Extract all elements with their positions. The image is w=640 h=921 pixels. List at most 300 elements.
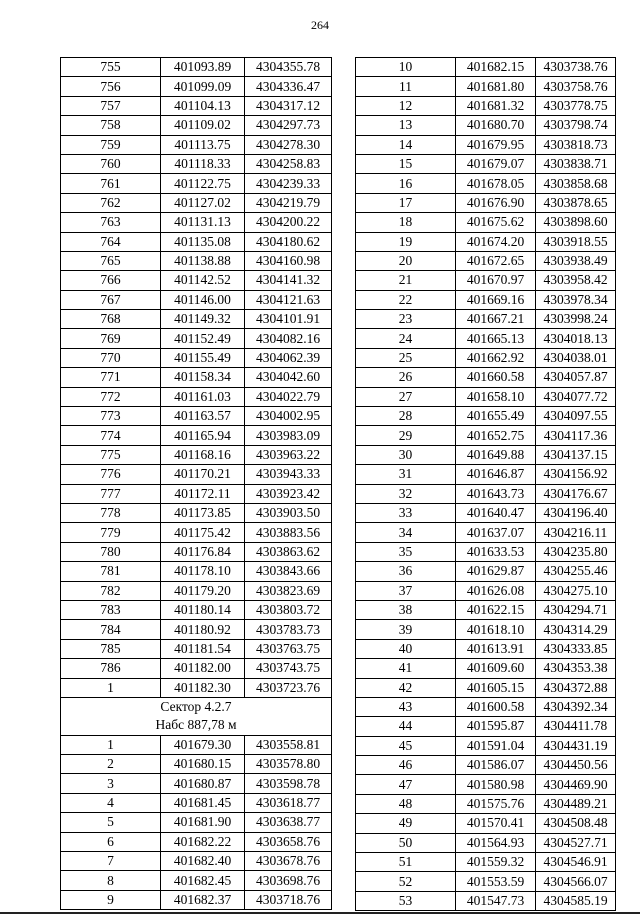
sector-caption-row [61, 697, 332, 735]
y-coordinate-cell: 4303678.76 [245, 852, 332, 871]
x-coordinate-cell: 401682.15 [456, 58, 536, 77]
table-row [61, 581, 332, 600]
point-number-cell: 763 [61, 213, 161, 232]
table-row [61, 793, 332, 812]
point-number-cell: 24 [356, 329, 456, 348]
point-number-cell: 25 [356, 348, 456, 367]
y-coordinate-cell: 4304353.38 [536, 659, 616, 678]
point-number-cell: 1 [61, 735, 161, 754]
x-coordinate-cell: 401580.98 [456, 775, 536, 794]
point-number-cell: 46 [356, 756, 456, 775]
table-row [356, 717, 616, 736]
y-coordinate-cell: 4304566.07 [536, 872, 616, 891]
point-number-cell: 13 [356, 116, 456, 135]
table-row [61, 659, 332, 678]
point-number-cell: 40 [356, 639, 456, 658]
point-number-cell: 35 [356, 542, 456, 561]
table-row [356, 872, 616, 891]
x-coordinate-cell: 401681.32 [456, 96, 536, 115]
y-coordinate-cell: 4303738.76 [536, 58, 616, 77]
y-coordinate-cell: 4304239.33 [245, 174, 332, 193]
table-row [356, 833, 616, 852]
table-row [356, 251, 616, 270]
left-coordinates-table [60, 57, 332, 910]
x-coordinate-cell: 401122.75 [161, 174, 245, 193]
table-row [356, 736, 616, 755]
y-coordinate-cell: 4304216.11 [536, 523, 616, 542]
table-row [356, 794, 616, 813]
point-number-cell: 759 [61, 135, 161, 154]
table-row [61, 755, 332, 774]
x-coordinate-cell: 401149.32 [161, 310, 245, 329]
table-row [61, 251, 332, 270]
point-number-cell: 48 [356, 794, 456, 813]
table-row [61, 116, 332, 135]
table-row [61, 213, 332, 232]
point-number-cell: 782 [61, 581, 161, 600]
y-coordinate-cell: 4303943.33 [245, 465, 332, 484]
table-row [61, 445, 332, 464]
x-coordinate-cell: 401142.52 [161, 271, 245, 290]
table-row [61, 562, 332, 581]
table-row [61, 852, 332, 871]
x-coordinate-cell: 401679.95 [456, 135, 536, 154]
x-coordinate-cell: 401109.02 [161, 116, 245, 135]
point-number-cell: 12 [356, 96, 456, 115]
y-coordinate-cell: 4303838.71 [536, 154, 616, 173]
table-row [356, 213, 616, 232]
point-number-cell: 760 [61, 154, 161, 173]
point-number-cell: 761 [61, 174, 161, 193]
x-coordinate-cell: 401675.62 [456, 213, 536, 232]
x-coordinate-cell: 401135.08 [161, 232, 245, 251]
y-coordinate-cell: 4304278.30 [245, 135, 332, 154]
x-coordinate-cell: 401640.47 [456, 503, 536, 522]
table-row [356, 853, 616, 872]
point-number-cell: 30 [356, 445, 456, 464]
x-coordinate-cell: 401682.22 [161, 832, 245, 851]
x-coordinate-cell: 401655.49 [456, 407, 536, 426]
x-coordinate-cell: 401178.10 [161, 562, 245, 581]
sector-caption [61, 697, 332, 735]
y-coordinate-cell: 4303998.24 [536, 310, 616, 329]
x-coordinate-cell: 401682.45 [161, 871, 245, 890]
table-row [356, 581, 616, 600]
x-coordinate-cell: 401667.21 [456, 310, 536, 329]
point-number-cell: 2 [61, 755, 161, 774]
x-coordinate-cell: 401682.37 [161, 890, 245, 909]
table-row [61, 484, 332, 503]
x-coordinate-cell: 401172.11 [161, 484, 245, 503]
x-coordinate-cell: 401680.70 [456, 116, 536, 135]
right-coordinates-table [355, 57, 616, 911]
point-number-cell: 31 [356, 465, 456, 484]
y-coordinate-cell: 4303618.77 [245, 793, 332, 812]
point-number-cell: 771 [61, 368, 161, 387]
x-coordinate-cell: 401099.09 [161, 77, 245, 96]
y-coordinate-cell: 4304294.71 [536, 600, 616, 619]
point-number-cell: 6 [61, 832, 161, 851]
x-coordinate-cell: 401138.88 [161, 251, 245, 270]
y-coordinate-cell: 4304022.79 [245, 387, 332, 406]
x-coordinate-cell: 401622.15 [456, 600, 536, 619]
x-coordinate-cell: 401643.73 [456, 484, 536, 503]
point-number-cell: 768 [61, 310, 161, 329]
table-row [61, 542, 332, 561]
y-coordinate-cell: 4304176.67 [536, 484, 616, 503]
x-coordinate-cell: 401660.58 [456, 368, 536, 387]
table-row [61, 154, 332, 173]
y-coordinate-cell: 4303883.56 [245, 523, 332, 542]
x-coordinate-cell: 401575.76 [456, 794, 536, 813]
point-number-cell: 39 [356, 620, 456, 639]
y-coordinate-cell: 4304258.83 [245, 154, 332, 173]
point-number-cell: 5 [61, 813, 161, 832]
y-coordinate-cell: 4304314.29 [536, 620, 616, 639]
table-row [356, 135, 616, 154]
x-coordinate-cell: 401173.85 [161, 503, 245, 522]
x-coordinate-cell: 401681.80 [456, 77, 536, 96]
point-number-cell: 41 [356, 659, 456, 678]
point-number-cell: 777 [61, 484, 161, 503]
table-row [356, 523, 616, 542]
table-row [61, 96, 332, 115]
sector-title: Сектор 4.2.7 [160, 699, 232, 715]
y-coordinate-cell: 4303918.55 [536, 232, 616, 251]
table-row [61, 310, 332, 329]
table-row [356, 271, 616, 290]
point-number-cell: 769 [61, 329, 161, 348]
table-row [61, 890, 332, 909]
x-coordinate-cell: 401658.10 [456, 387, 536, 406]
point-number-cell: 4 [61, 793, 161, 812]
table-row [61, 77, 332, 96]
table-row [61, 368, 332, 387]
table-row [61, 348, 332, 367]
x-coordinate-cell: 401633.53 [456, 542, 536, 561]
x-coordinate-cell: 401662.92 [456, 348, 536, 367]
point-number-cell: 44 [356, 717, 456, 736]
x-coordinate-cell: 401180.14 [161, 600, 245, 619]
point-number-cell: 766 [61, 271, 161, 290]
y-coordinate-cell: 4304062.39 [245, 348, 332, 367]
table-row [356, 174, 616, 193]
x-coordinate-cell: 401674.20 [456, 232, 536, 251]
point-number-cell: 781 [61, 562, 161, 581]
y-coordinate-cell: 4303598.78 [245, 774, 332, 793]
table-row [356, 697, 616, 716]
x-coordinate-cell: 401118.33 [161, 154, 245, 173]
y-coordinate-cell: 4304450.56 [536, 756, 616, 775]
y-coordinate-cell: 4304469.90 [536, 775, 616, 794]
y-coordinate-cell: 4304372.88 [536, 678, 616, 697]
x-coordinate-cell: 401182.00 [161, 659, 245, 678]
point-number-cell: 37 [356, 581, 456, 600]
point-number-cell: 50 [356, 833, 456, 852]
y-coordinate-cell: 4303923.42 [245, 484, 332, 503]
y-coordinate-cell: 4303698.76 [245, 871, 332, 890]
x-coordinate-cell: 401181.54 [161, 639, 245, 658]
y-coordinate-cell: 4303938.49 [536, 251, 616, 270]
x-coordinate-cell: 401669.16 [456, 290, 536, 309]
point-number-cell: 19 [356, 232, 456, 251]
y-coordinate-cell: 4304156.92 [536, 465, 616, 484]
table-row [356, 503, 616, 522]
table-row [356, 445, 616, 464]
x-coordinate-cell: 401637.07 [456, 523, 536, 542]
y-coordinate-cell: 4303903.50 [245, 503, 332, 522]
y-coordinate-cell: 4304160.98 [245, 251, 332, 270]
x-coordinate-cell: 401652.75 [456, 426, 536, 445]
point-number-cell: 32 [356, 484, 456, 503]
y-coordinate-cell: 4304200.22 [245, 213, 332, 232]
point-number-cell: 36 [356, 562, 456, 581]
table-row [61, 523, 332, 542]
x-coordinate-cell: 401646.87 [456, 465, 536, 484]
x-coordinate-cell: 401586.07 [456, 756, 536, 775]
table-row [356, 891, 616, 910]
point-number-cell: 786 [61, 659, 161, 678]
y-coordinate-cell: 4303778.75 [536, 96, 616, 115]
x-coordinate-cell: 401665.13 [456, 329, 536, 348]
x-coordinate-cell: 401176.84 [161, 542, 245, 561]
x-coordinate-cell: 401179.20 [161, 581, 245, 600]
point-number-cell: 16 [356, 174, 456, 193]
x-coordinate-cell: 401670.97 [456, 271, 536, 290]
y-coordinate-cell: 4304082.16 [245, 329, 332, 348]
x-coordinate-cell: 401679.30 [161, 735, 245, 754]
table-row [356, 484, 616, 503]
x-coordinate-cell: 401680.15 [161, 755, 245, 774]
table-row [356, 154, 616, 173]
x-coordinate-cell: 401672.65 [456, 251, 536, 270]
table-row [61, 329, 332, 348]
y-coordinate-cell: 4303843.66 [245, 562, 332, 581]
x-coordinate-cell: 401547.73 [456, 891, 536, 910]
y-coordinate-cell: 4304235.80 [536, 542, 616, 561]
table-row [61, 407, 332, 426]
table-row [356, 407, 616, 426]
y-coordinate-cell: 4303878.65 [536, 193, 616, 212]
y-coordinate-cell: 4303783.73 [245, 620, 332, 639]
table-row [356, 387, 616, 406]
x-coordinate-cell: 401595.87 [456, 717, 536, 736]
x-coordinate-cell: 401093.89 [161, 58, 245, 77]
y-coordinate-cell: 4304431.19 [536, 736, 616, 755]
y-coordinate-cell: 4304042.60 [245, 368, 332, 387]
y-coordinate-cell: 4303798.74 [536, 116, 616, 135]
point-number-cell: 18 [356, 213, 456, 232]
y-coordinate-cell: 4304137.15 [536, 445, 616, 464]
x-coordinate-cell: 401570.41 [456, 814, 536, 833]
y-coordinate-cell: 4304336.47 [245, 77, 332, 96]
sector-area: Набс 887,78 м [155, 717, 237, 733]
x-coordinate-cell: 401559.32 [456, 853, 536, 872]
table-row [61, 774, 332, 793]
table-row [61, 465, 332, 484]
y-coordinate-cell: 4303718.76 [245, 890, 332, 909]
point-number-cell: 53 [356, 891, 456, 910]
point-number-cell: 17 [356, 193, 456, 212]
table-row [356, 426, 616, 445]
point-number-cell: 28 [356, 407, 456, 426]
table-row [61, 620, 332, 639]
point-number-cell: 772 [61, 387, 161, 406]
y-coordinate-cell: 4303818.73 [536, 135, 616, 154]
table-row [61, 735, 332, 754]
point-number-cell: 767 [61, 290, 161, 309]
y-coordinate-cell: 4304018.13 [536, 329, 616, 348]
x-coordinate-cell: 401170.21 [161, 465, 245, 484]
x-coordinate-cell: 401591.04 [456, 736, 536, 755]
y-coordinate-cell: 4303763.75 [245, 639, 332, 658]
y-coordinate-cell: 4303958.42 [536, 271, 616, 290]
table-row [356, 96, 616, 115]
table-row [356, 368, 616, 387]
y-coordinate-cell: 4304317.12 [245, 96, 332, 115]
point-number-cell: 8 [61, 871, 161, 890]
y-coordinate-cell: 4304585.19 [536, 891, 616, 910]
table-row [61, 871, 332, 890]
point-number-cell: 776 [61, 465, 161, 484]
y-coordinate-cell: 4303578.80 [245, 755, 332, 774]
y-coordinate-cell: 4304117.36 [536, 426, 616, 445]
x-coordinate-cell: 401165.94 [161, 426, 245, 445]
point-number-cell: 755 [61, 58, 161, 77]
point-number-cell: 15 [356, 154, 456, 173]
x-coordinate-cell: 401605.15 [456, 678, 536, 697]
table-row [61, 174, 332, 193]
y-coordinate-cell: 4304255.46 [536, 562, 616, 581]
x-coordinate-cell: 401629.87 [456, 562, 536, 581]
table-row [61, 600, 332, 619]
point-number-cell: 10 [356, 58, 456, 77]
y-coordinate-cell: 4304219.79 [245, 193, 332, 212]
y-coordinate-cell: 4303723.76 [245, 678, 332, 697]
x-coordinate-cell: 401104.13 [161, 96, 245, 115]
y-coordinate-cell: 4304546.91 [536, 853, 616, 872]
point-number-cell: 33 [356, 503, 456, 522]
point-number-cell: 757 [61, 96, 161, 115]
point-number-cell: 11 [356, 77, 456, 96]
point-number-cell: 765 [61, 251, 161, 270]
y-coordinate-cell: 4304333.85 [536, 639, 616, 658]
x-coordinate-cell: 401152.49 [161, 329, 245, 348]
y-coordinate-cell: 4304141.32 [245, 271, 332, 290]
y-coordinate-cell: 4303858.68 [536, 174, 616, 193]
table-row [356, 58, 616, 77]
y-coordinate-cell: 4303898.60 [536, 213, 616, 232]
table-row [61, 193, 332, 212]
y-coordinate-cell: 4304002.95 [245, 407, 332, 426]
y-coordinate-cell: 4303863.62 [245, 542, 332, 561]
point-number-cell: 778 [61, 503, 161, 522]
point-number-cell: 784 [61, 620, 161, 639]
table-row [356, 600, 616, 619]
x-coordinate-cell: 401146.00 [161, 290, 245, 309]
point-number-cell: 34 [356, 523, 456, 542]
x-coordinate-cell: 401161.03 [161, 387, 245, 406]
point-number-cell: 3 [61, 774, 161, 793]
point-number-cell: 49 [356, 814, 456, 833]
table-row [356, 542, 616, 561]
y-coordinate-cell: 4304121.63 [245, 290, 332, 309]
y-coordinate-cell: 4303978.34 [536, 290, 616, 309]
point-number-cell: 51 [356, 853, 456, 872]
x-coordinate-cell: 401679.07 [456, 154, 536, 173]
x-coordinate-cell: 401180.92 [161, 620, 245, 639]
y-coordinate-cell: 4303658.76 [245, 832, 332, 851]
table-row [356, 232, 616, 251]
point-number-cell: 20 [356, 251, 456, 270]
point-number-cell: 7 [61, 852, 161, 871]
x-coordinate-cell: 401131.13 [161, 213, 245, 232]
y-coordinate-cell: 4304057.87 [536, 368, 616, 387]
point-number-cell: 783 [61, 600, 161, 619]
x-coordinate-cell: 401158.34 [161, 368, 245, 387]
y-coordinate-cell: 4303743.75 [245, 659, 332, 678]
y-coordinate-cell: 4304489.21 [536, 794, 616, 813]
point-number-cell: 774 [61, 426, 161, 445]
point-number-cell: 758 [61, 116, 161, 135]
point-number-cell: 29 [356, 426, 456, 445]
x-coordinate-cell: 401676.90 [456, 193, 536, 212]
point-number-cell: 762 [61, 193, 161, 212]
x-coordinate-cell: 401182.30 [161, 678, 245, 697]
point-number-cell: 43 [356, 697, 456, 716]
point-number-cell: 23 [356, 310, 456, 329]
point-number-cell: 764 [61, 232, 161, 251]
y-coordinate-cell: 4303558.81 [245, 735, 332, 754]
page-bottom-edge [0, 912, 640, 914]
point-number-cell: 775 [61, 445, 161, 464]
point-number-cell: 779 [61, 523, 161, 542]
y-coordinate-cell: 4304097.55 [536, 407, 616, 426]
y-coordinate-cell: 4303638.77 [245, 813, 332, 832]
point-number-cell: 26 [356, 368, 456, 387]
table-row [356, 329, 616, 348]
table-row [356, 310, 616, 329]
table-row [356, 193, 616, 212]
table-row [61, 832, 332, 851]
page-number: 264 [311, 18, 329, 32]
table-row [356, 814, 616, 833]
y-coordinate-cell: 4304077.72 [536, 387, 616, 406]
y-coordinate-cell: 4304508.48 [536, 814, 616, 833]
table-row [356, 348, 616, 367]
point-number-cell: 756 [61, 77, 161, 96]
y-coordinate-cell: 4304196.40 [536, 503, 616, 522]
x-coordinate-cell: 401682.40 [161, 852, 245, 871]
y-coordinate-cell: 4304527.71 [536, 833, 616, 852]
x-coordinate-cell: 401613.91 [456, 639, 536, 658]
point-number-cell: 14 [356, 135, 456, 154]
table-row [61, 678, 332, 697]
table-row [61, 426, 332, 445]
table-row [356, 77, 616, 96]
table-row [61, 232, 332, 251]
point-number-cell: 38 [356, 600, 456, 619]
table-row [61, 639, 332, 658]
y-coordinate-cell: 4304411.78 [536, 717, 616, 736]
x-coordinate-cell: 401564.93 [456, 833, 536, 852]
y-coordinate-cell: 4304101.91 [245, 310, 332, 329]
table-row [61, 503, 332, 522]
table-row [356, 465, 616, 484]
point-number-cell: 42 [356, 678, 456, 697]
y-coordinate-cell: 4304275.10 [536, 581, 616, 600]
x-coordinate-cell: 401127.02 [161, 193, 245, 212]
